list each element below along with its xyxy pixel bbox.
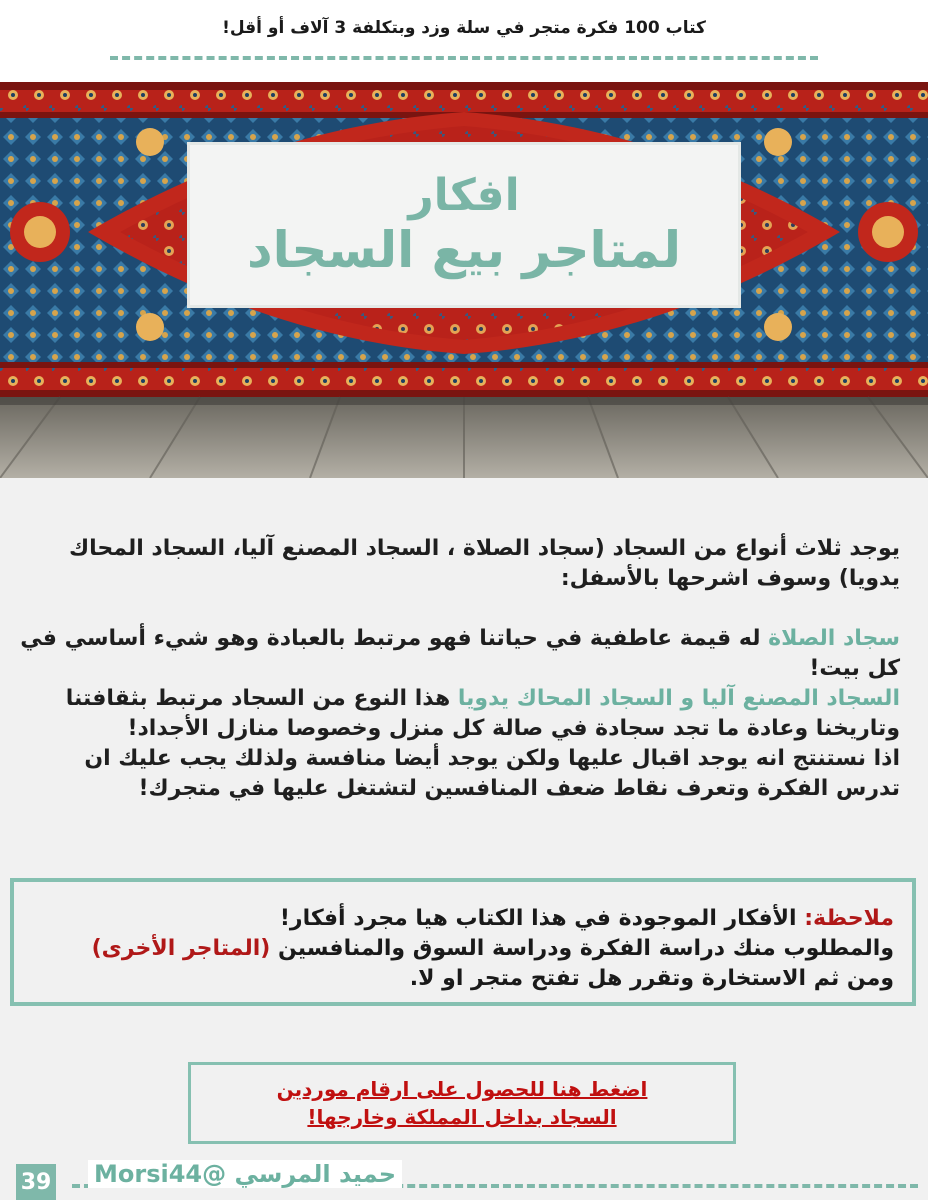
prayer-rug-paragraph [20, 624, 900, 684]
machine-hand-label: السجاد المصنع آليا و السجاد المحاك يدويا [457, 686, 900, 711]
author-handle: حميد المرسي @Morsi44 [88, 1160, 402, 1188]
note-line2 [32, 934, 894, 964]
note-line2-text: والمطلوب منك دراسة الفكرة ودراسة السوق والمنافسين [270, 936, 894, 961]
content-section [0, 478, 928, 1200]
body-text [20, 534, 900, 804]
note-highlight: (المتاجر الأخرى) [91, 936, 271, 961]
note-line1-text: الأفكار الموجودة في هذا الكتاب هيا مجرد أفكار! [279, 906, 805, 931]
prayer-rug-text: له قيمة عاطفية في حياتنا فهو مرتبط بالعبادة وهو شيء أساسي في كل بيت! [20, 626, 900, 681]
suppliers-link-button[interactable] [188, 1062, 736, 1144]
note-line1 [32, 904, 894, 934]
note-box [10, 878, 916, 1006]
conclusion-paragraph: اذا نستنتج انه يوجد اقبال عليها ولكن يوجد أيضا منافسة ولذلك يجب عليك ان تدرس الفكرة وتعرف نقاط ضعف المنافسين لتشتغل عليها في متجرك! [84, 746, 900, 801]
book-title: كتاب 100 فكرة متجر في سلة وزد وبتكلفة 3 آلاف أو أقل! [222, 18, 706, 38]
machine-hand-paragraph [20, 684, 900, 744]
hero-title-line1: افكار [408, 169, 520, 221]
suppliers-link-line2[interactable]: السجاد بداخل المملكة وخارجها! [307, 1105, 617, 1129]
hero-title-box [187, 142, 741, 308]
prayer-rug-label: سجاد الصلاة [768, 626, 900, 651]
hero-banner [0, 82, 928, 478]
machine-hand-text: هذا النوع من السجاد مرتبط بثقافتنا وتاريخنا وعادة ما تجد سجادة في صالة كل منزل وخصوصا منازل الأجداد! [65, 686, 900, 741]
note-line3: ومن ثم الاستخارة وتقرر هل تفتح متجر او لا. [409, 966, 894, 991]
hero-title-line2: لمتاجر بيع السجاد [246, 220, 682, 279]
header-divider [110, 56, 818, 60]
suppliers-link-line1[interactable]: اضغط هنا للحصول على ارقام موردين [276, 1077, 648, 1101]
note-label: ملاحظة: [804, 906, 894, 931]
intro-paragraph: يوجد ثلاث أنواع من السجاد (سجاد الصلاة ، السجاد المصنع آليا، السجاد المحاك يدويا) وسوف اشرحها بالأسفل: [68, 536, 900, 591]
page-number: 39 [16, 1164, 56, 1200]
